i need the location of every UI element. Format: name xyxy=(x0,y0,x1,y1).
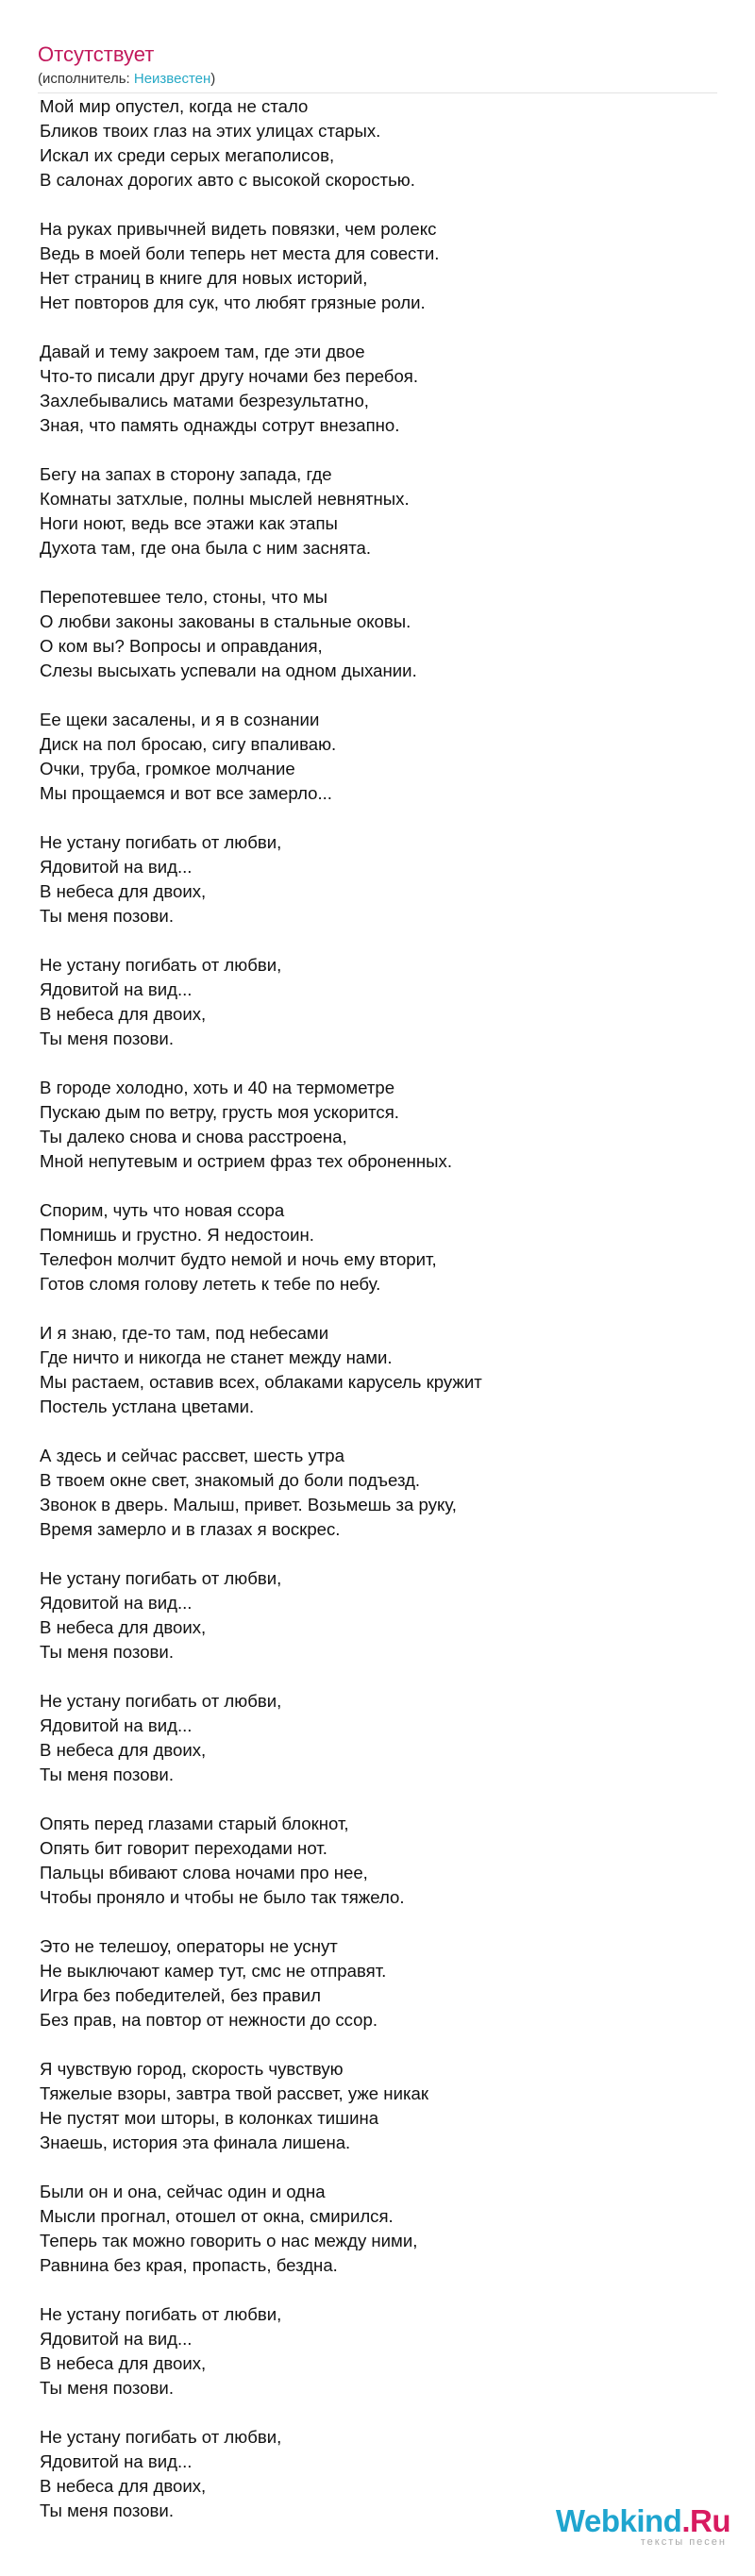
lyrics-line: Время замерло и в глазах я воскрес. xyxy=(40,1519,341,1539)
lyrics-line: Спорим, чуть что новая ссора xyxy=(40,1200,285,1220)
lyrics-body xyxy=(40,94,719,2548)
lyrics-stanza xyxy=(40,1321,719,1419)
lyrics-stanza xyxy=(40,1812,719,1910)
lyrics-line: Не устану погибать от любви, xyxy=(40,2427,282,2447)
lyrics-stanza xyxy=(40,1934,719,2032)
lyrics-stanza xyxy=(40,1444,719,1542)
lyrics-line: О ком вы? Вопросы и оправдания, xyxy=(40,636,323,656)
lyrics-line: В небеса для двоих, xyxy=(40,1617,207,1637)
lyrics-line: Ядовитой на вид... xyxy=(40,2451,193,2471)
lyrics-line: Ты меня позови. xyxy=(40,2501,174,2520)
lyrics-stanza xyxy=(40,1198,719,1296)
artist-suffix: ) xyxy=(210,71,216,87)
song-header xyxy=(38,42,717,93)
lyrics-line: Не пустят мои шторы, в колонках тишина xyxy=(40,2108,379,2128)
artist-prefix: (исполнитель: xyxy=(38,71,134,87)
lyrics-line: Мой мир опустел, когда не стало xyxy=(40,96,309,116)
lyrics-line: Опять бит говорит переходами нот. xyxy=(40,1838,327,1858)
lyrics-line: Были он и она, сейчас один и одна xyxy=(40,2182,326,2201)
logo-web: Web xyxy=(555,2503,620,2538)
lyrics-line: Ноги ноют, ведь все этажи как этапы xyxy=(40,513,338,533)
lyrics-line: Мной непутевым и острием фраз тех оброненных. xyxy=(40,1151,452,1171)
artist-line xyxy=(38,70,717,89)
logo-subtitle: тексты песен xyxy=(640,2536,727,2548)
lyrics-line: Захлебывались матами безрезультатно, xyxy=(40,391,369,410)
logo-kind: kind xyxy=(619,2503,682,2538)
lyrics-line: Мы прощаемся и вот все замерло... xyxy=(40,783,332,803)
lyrics-line: Знаешь, история эта финала лишена. xyxy=(40,2133,351,2152)
header-divider xyxy=(38,92,717,93)
lyrics-stanza xyxy=(40,1076,719,1174)
lyrics-line: В небеса для двоих, xyxy=(40,1740,207,1760)
lyrics-line: Бликов твоих глаз на этих улицах старых. xyxy=(40,121,381,141)
lyrics-line: Готов сломя голову лететь к тебе по небу. xyxy=(40,1274,381,1294)
lyrics-line: Ты меня позови. xyxy=(40,1765,174,1784)
lyrics-stanza xyxy=(40,585,719,683)
lyrics-line: Тяжелые взоры, завтра твой рассвет, уже никак xyxy=(40,2083,428,2103)
lyrics-line: Ядовитой на вид... xyxy=(40,2329,193,2349)
lyrics-line: В твоем окне свет, знакомый до боли подъезд. xyxy=(40,1470,421,1490)
lyrics-line: Телефон молчит будто немой и ночь ему вторит, xyxy=(40,1249,437,1269)
lyrics-line: Ты меня позови. xyxy=(40,1642,174,1662)
lyrics-line: Ядовитой на вид... xyxy=(40,979,193,999)
lyrics-stanza xyxy=(40,953,719,1051)
lyrics-line: Не устану погибать от любви, xyxy=(40,955,282,975)
lyrics-line: И я знаю, где-то там, под небесами xyxy=(40,1323,329,1343)
lyrics-line: Ты меня позови. xyxy=(40,1029,174,1048)
lyrics-line: Давай и тему закроем там, где эти двое xyxy=(40,342,365,361)
lyrics-line: Помнишь и грустно. Я недостоин. xyxy=(40,1225,314,1245)
lyrics-line: Ее щеки засалены, и я в сознании xyxy=(40,710,320,729)
lyrics-line: Ведь в моей боли теперь нет места для совести. xyxy=(40,243,440,263)
lyrics-line: Не устану погибать от любви, xyxy=(40,2304,282,2324)
lyrics-line: Нет повторов для сук, что любят грязные роли. xyxy=(40,293,426,312)
lyrics-line: Мы растаем, оставив всех, облаками карусель кружит xyxy=(40,1372,482,1392)
lyrics-line: Ты меня позови. xyxy=(40,906,174,926)
lyrics-line: В небеса для двоих, xyxy=(40,1004,207,1024)
lyrics-line: Очки, труба, громкое молчание xyxy=(40,759,295,778)
lyrics-line: Игра без победителей, без правил xyxy=(40,1985,321,2005)
lyrics-line: Искал их среди серых мегаполисов, xyxy=(40,145,335,165)
lyrics-line: Опять перед глазами старый блокнот, xyxy=(40,1814,349,1833)
lyrics-stanza xyxy=(40,708,719,806)
lyrics-stanza xyxy=(40,1689,719,1787)
lyrics-line: А здесь и сейчас рассвет, шесть утра xyxy=(40,1446,344,1465)
lyrics-line: Не устану погибать от любви, xyxy=(40,1691,282,1711)
lyrics-stanza xyxy=(40,217,719,315)
lyrics-line: Слезы высыхать успевали на одном дыхании. xyxy=(40,661,417,680)
lyrics-line: В небеса для двоих, xyxy=(40,881,207,901)
lyrics-line: Без прав, на повтор от нежности до ссор. xyxy=(40,2010,378,2030)
lyrics-stanza xyxy=(40,1566,719,1664)
lyrics-stanza xyxy=(40,2180,719,2278)
lyrics-line: Духота там, где она была с ним заснята. xyxy=(40,538,372,558)
lyrics-stanza xyxy=(40,2057,719,2155)
lyrics-line: Ты далеко снова и снова расстроена, xyxy=(40,1127,347,1146)
lyrics-line: Постель устлана цветами. xyxy=(40,1397,255,1416)
lyrics-line: Ядовитой на вид... xyxy=(40,1593,193,1613)
lyrics-line: Нет страниц в книге для новых историй, xyxy=(40,268,368,288)
webkind-logo[interactable] xyxy=(556,2504,730,2548)
lyrics-line: Теперь так можно говорить о нас между ними, xyxy=(40,2231,418,2250)
lyrics-stanza xyxy=(40,830,719,928)
lyrics-line: Комнаты затхлые, полны мыслей невнятных. xyxy=(40,489,410,509)
lyrics-line: Пальцы вбивают слова ночами про нее, xyxy=(40,1863,368,1882)
lyrics-line: Диск на пол бросаю, сигу впаливаю. xyxy=(40,734,337,754)
lyrics-line: Я чувствую город, скорость чувствую xyxy=(40,2059,344,2079)
lyrics-line: Что-то писали друг другу ночами без перебоя. xyxy=(40,366,419,386)
lyrics-line: В небеса для двоих, xyxy=(40,2476,207,2496)
lyrics-line: В городе холодно, хоть и 40 на термометре xyxy=(40,1078,395,1097)
lyrics-line: Не устану погибать от любви, xyxy=(40,1568,282,1588)
song-title: Отсутствует xyxy=(38,42,155,66)
lyrics-stanza xyxy=(40,2302,719,2400)
lyrics-line: О любви законы закованы в стальные оковы. xyxy=(40,611,411,631)
lyrics-line: Ядовитой на вид... xyxy=(40,857,193,877)
lyrics-line: Равнина без края, пропасть, бездна. xyxy=(40,2255,338,2275)
lyrics-line: Мысли прогнал, отошел от окна, смирился. xyxy=(40,2206,394,2226)
lyrics-line: Пускаю дым по ветру, грусть моя ускорится. xyxy=(40,1102,399,1122)
lyrics-line: Ядовитой на вид... xyxy=(40,1715,193,1735)
artist-link[interactable]: Неизвестен xyxy=(133,71,211,87)
lyrics-stanza xyxy=(40,340,719,438)
lyrics-stanza xyxy=(40,94,719,192)
lyrics-line: Ты меня позови. xyxy=(40,2378,174,2398)
lyrics-line: Не устану погибать от любви, xyxy=(40,832,282,852)
lyrics-line: В салонах дорогих авто с высокой скоростью. xyxy=(40,170,415,190)
lyrics-line: Чтобы проняло и чтобы не было так тяжело. xyxy=(40,1887,405,1907)
lyrics-line: Зная, что память однажды сотрут внезапно. xyxy=(40,415,400,435)
logo-ru: .Ru xyxy=(681,2503,730,2538)
lyrics-line: Перепотевшее тело, стоны, что мы xyxy=(40,587,327,607)
lyrics-line: На руках привычней видеть повязки, чем ролекс xyxy=(40,219,437,239)
lyrics-line: Где ничто и никогда не станет между нами. xyxy=(40,1347,393,1367)
lyrics-line: Не выключают камер тут, смс не отправят. xyxy=(40,1961,387,1981)
lyrics-stanza xyxy=(40,462,719,560)
lyrics-line: Это не телешоу, операторы не уснут xyxy=(40,1936,338,1956)
lyrics-line: В небеса для двоих, xyxy=(40,2353,207,2373)
lyrics-line: Звонок в дверь. Малыш, привет. Возьмешь за руку, xyxy=(40,1495,457,1514)
lyrics-line: Бегу на запах в сторону запада, где xyxy=(40,464,332,484)
